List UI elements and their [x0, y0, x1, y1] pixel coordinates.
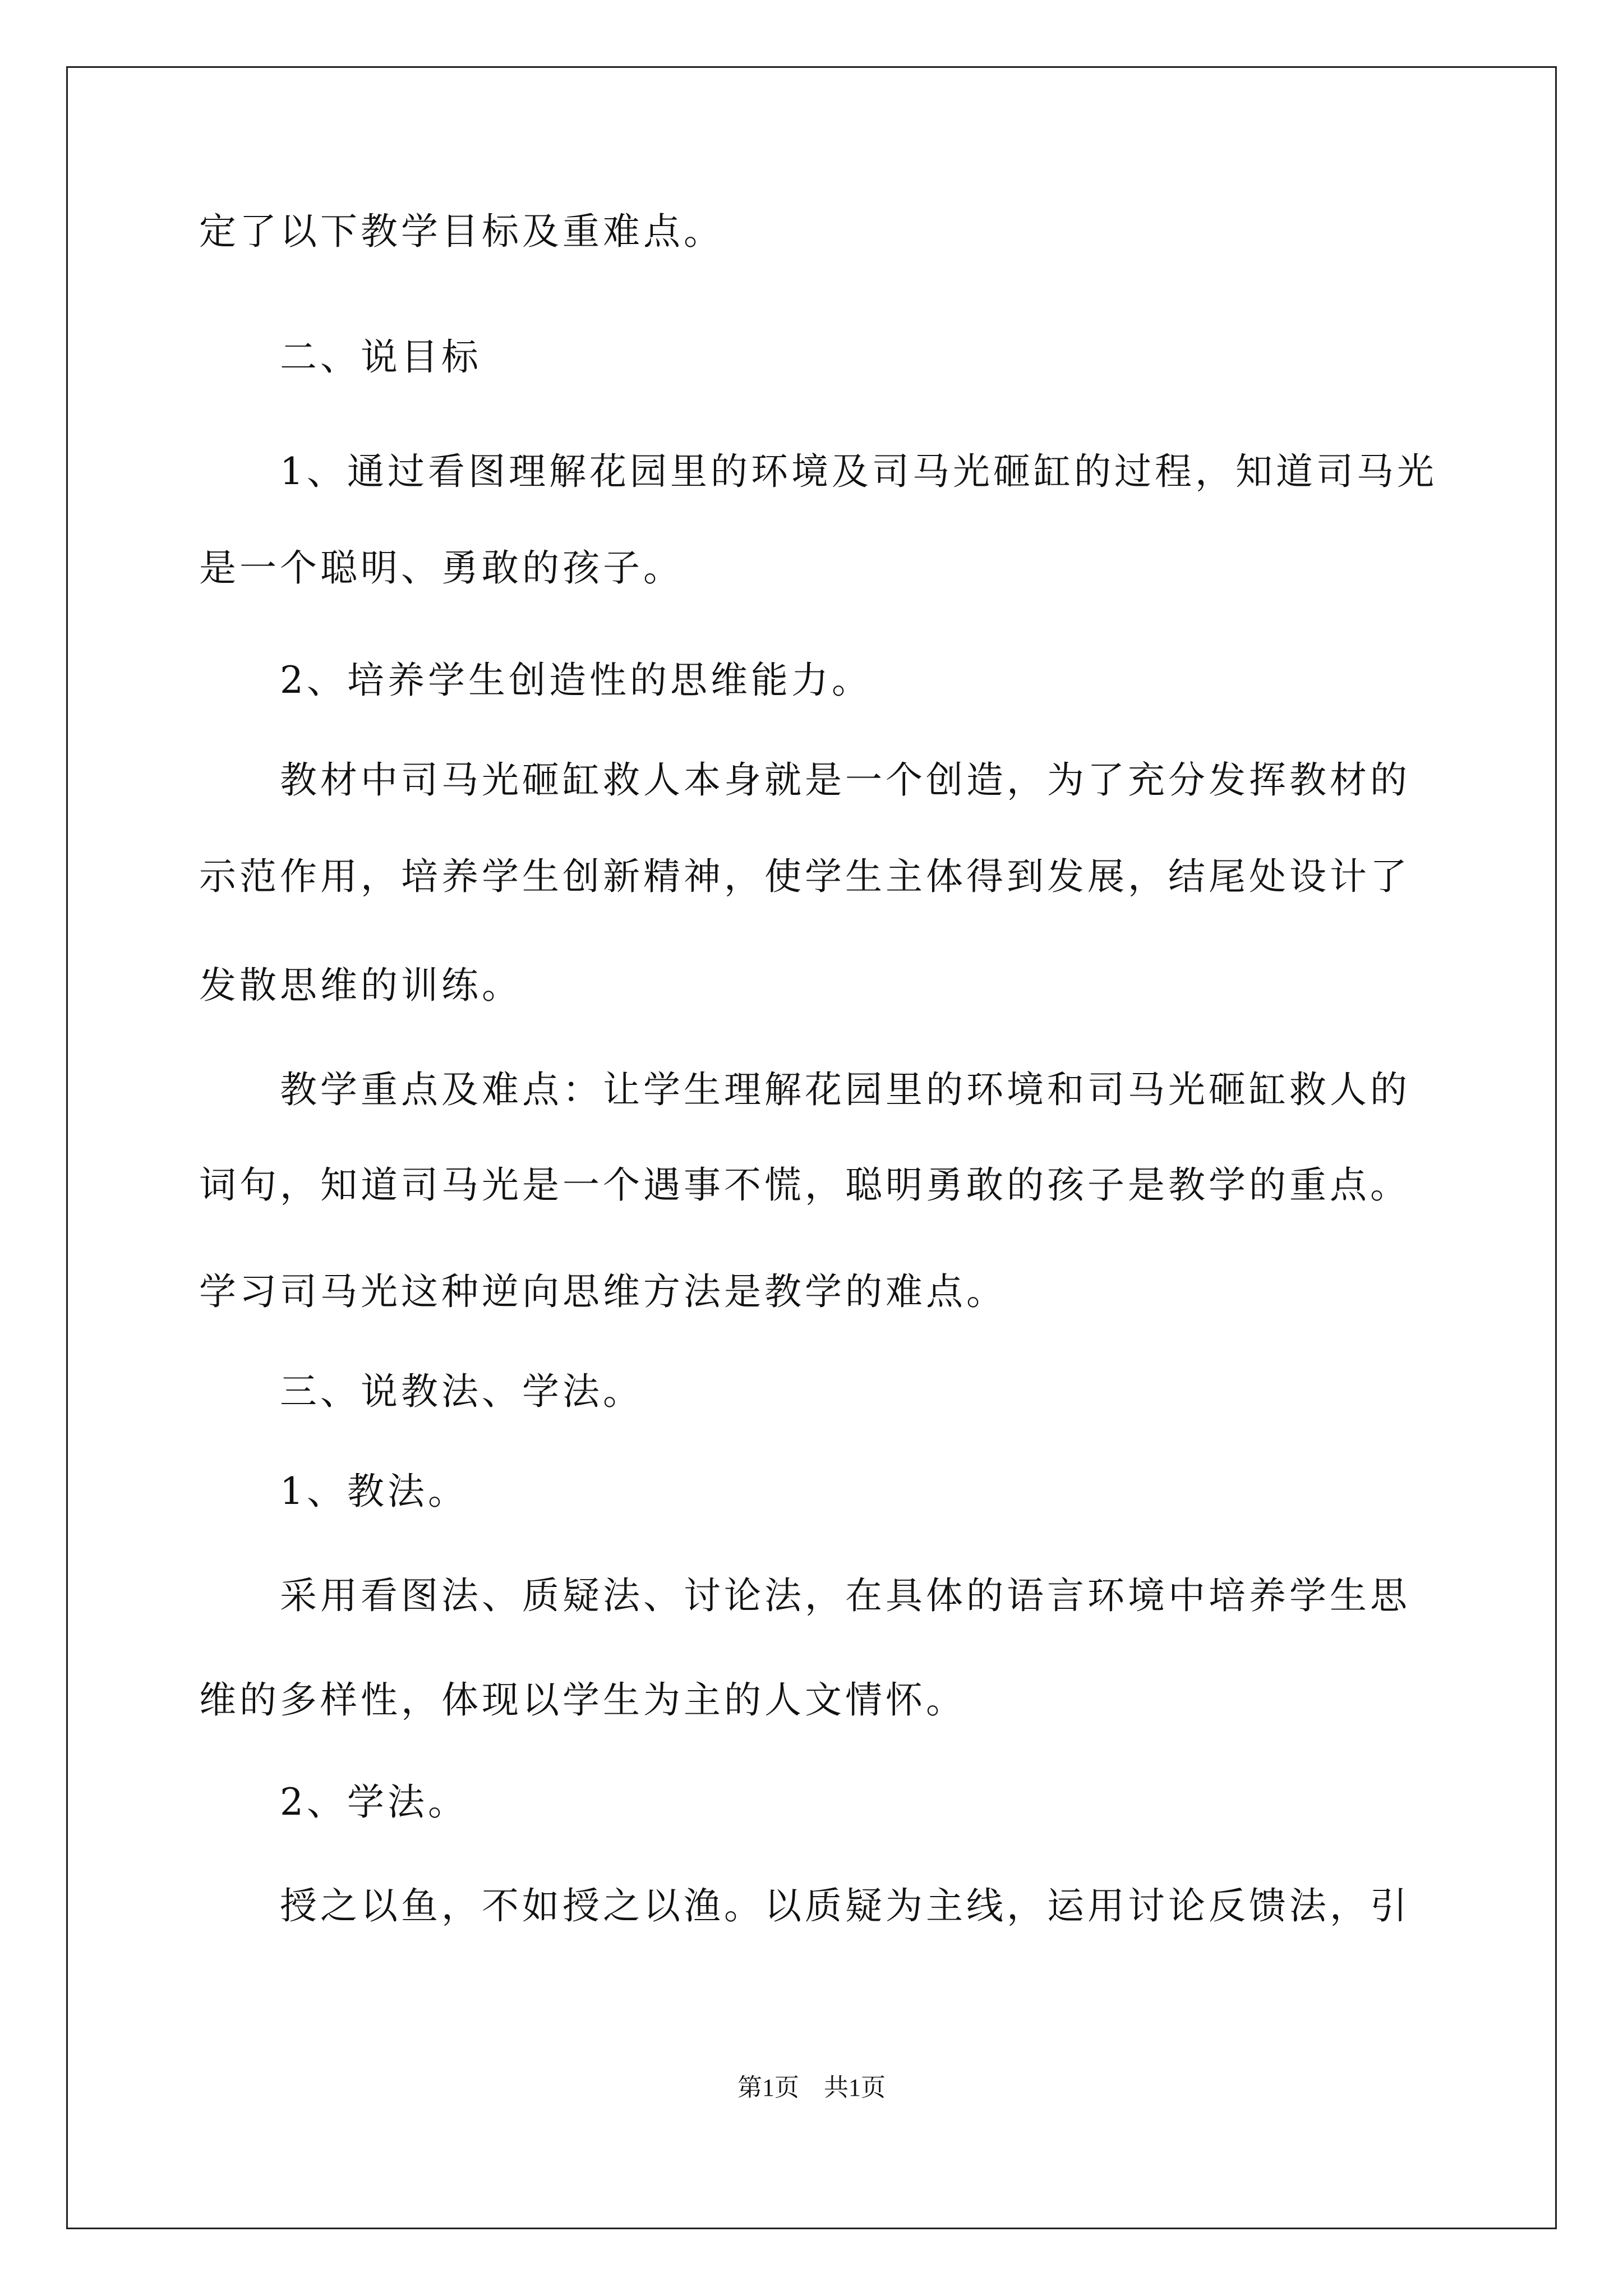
text-line: 定了以下教学目标及重难点。	[199, 210, 724, 253]
page-number-footer: 第1页 共1页	[737, 2074, 886, 2101]
text-line: 学习司马光这种逆向思维方法是教学的难点。	[199, 1270, 1007, 1313]
section-heading: 二、说目标	[280, 335, 482, 379]
text-line: 维的多样性，体现以学生为主的人文情怀。	[199, 1678, 966, 1722]
text-line: 词句，知道司马光是一个遇事不慌，聪明勇敢的孩子是教学的重点。	[199, 1163, 1410, 1207]
text-line: 是一个聪明、勇敢的孩子。	[199, 546, 684, 590]
text-line: 教材中司马光砸缸救人本身就是一个创造，为了充分发挥教材的	[280, 758, 1410, 802]
text-line: 1、教法。	[280, 1470, 468, 1513]
text-line: 2、学法。	[280, 1780, 468, 1824]
text-line: 采用看图法、质疑法、讨论法，在具体的语言环境中培养学生思	[280, 1574, 1410, 1617]
text-line: 授之以鱼，不如授之以渔。以质疑为主线，运用讨论反馈法，引	[280, 1884, 1410, 1927]
text-line: 教学重点及难点：让学生理解花园里的环境和司马光砸缸救人的	[280, 1068, 1410, 1111]
section-heading: 三、说教法、学法。	[280, 1370, 643, 1413]
text-line: 示范作用，培养学生创新精神，使学生主体得到发展，结尾处设计了	[199, 855, 1410, 898]
text-line: 1、通过看图理解花园里的环境及司马光砸缸的过程，知道司马光	[280, 450, 1437, 493]
text-line: 2、培养学生创造性的思维能力。	[280, 659, 872, 702]
text-line: 发散思维的训练。	[199, 964, 522, 1007]
